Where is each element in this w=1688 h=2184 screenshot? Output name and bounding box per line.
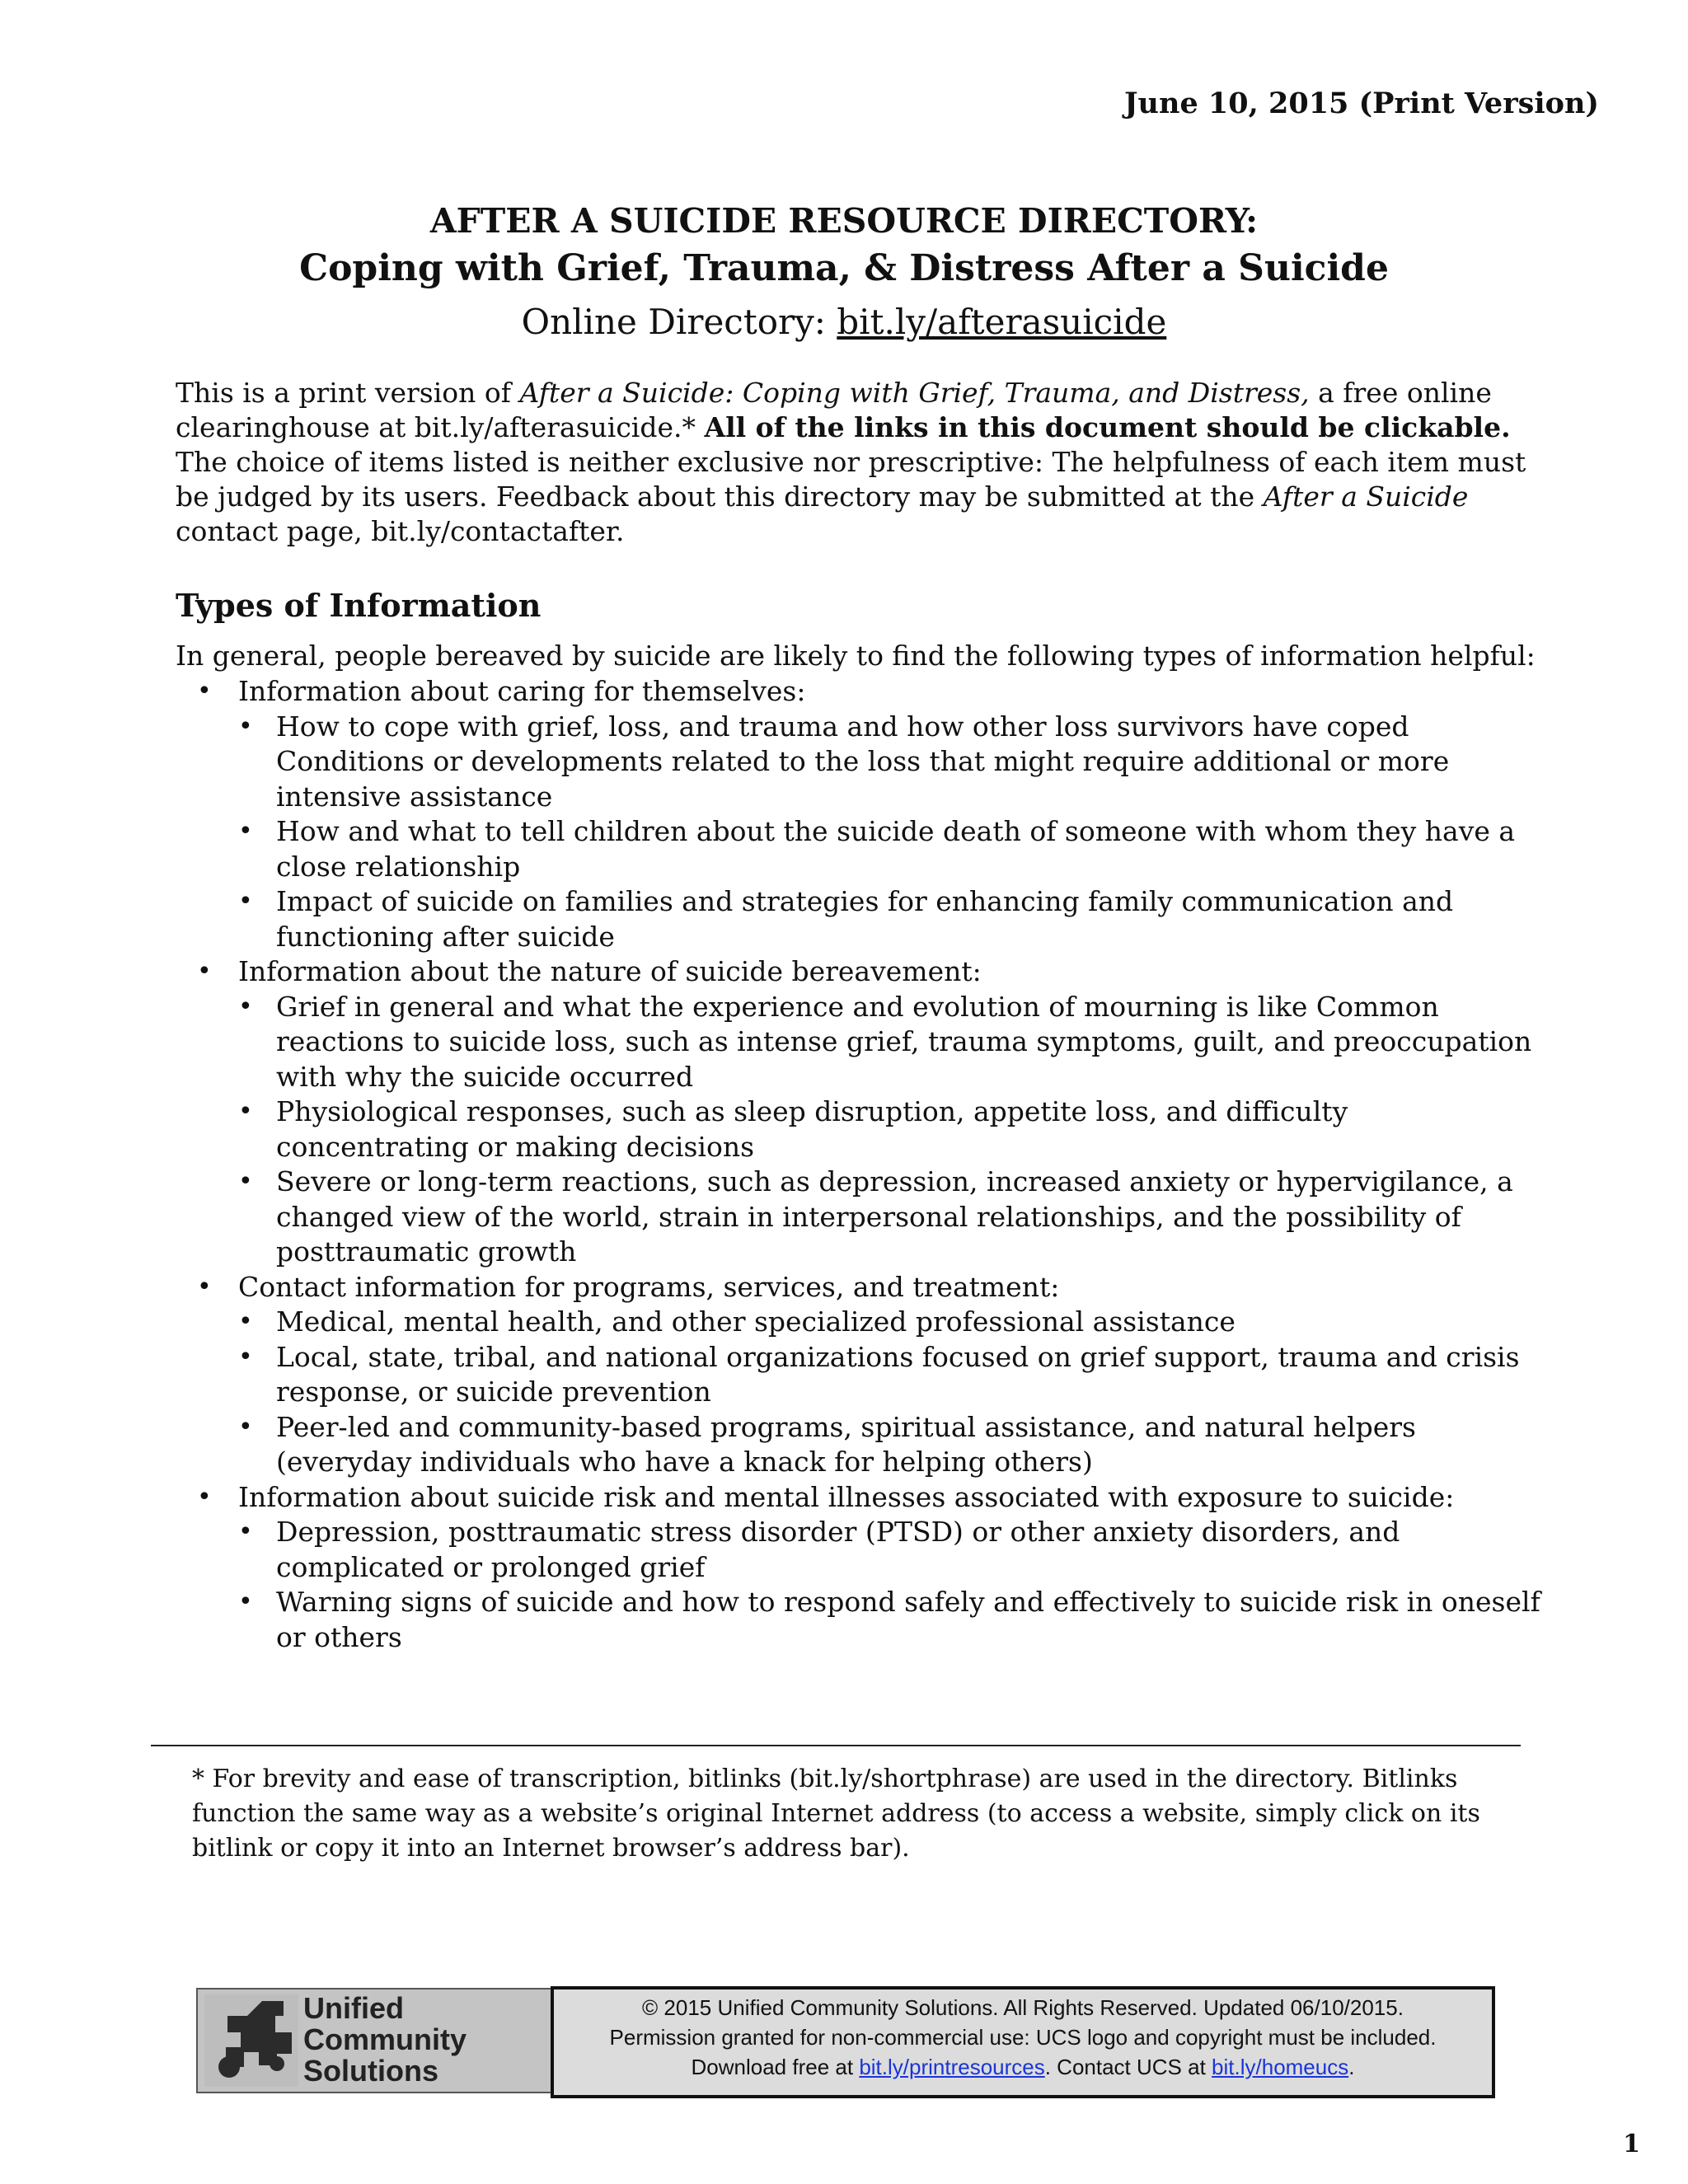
copyright-box xyxy=(551,1986,1495,2098)
document-date: June 10, 2015 (Print Version) xyxy=(1124,87,1599,120)
sub-list-item: • Peer-led and community-based programs, spiritual assistance, and natural helpers (everyday individuals who have a knack for helping others) xyxy=(238,1410,1544,1480)
footnote: * For brevity and ease of transcription, bitlinks (bit.ly/shortphrase) are used in the directory. Bitlinks function the same way as a website’s original Internet address (to access a website, simply click on its bitlink or copy it into an Internet browser’s address bar). xyxy=(192,1765,1480,1863)
sub-list xyxy=(238,1305,1544,1480)
ucs-logo-line: Unified xyxy=(303,1991,404,2025)
intro-title-italic: After a Suicide: Coping with Grief, Trauma, and Distress, xyxy=(519,377,1310,409)
online-directory-link[interactable]: bit.ly/afterasuicide xyxy=(837,302,1167,342)
sub-list-item: • Severe or long-term reactions, such as depression, increased anxiety or hypervigilance, a changed view of the world, strain in interpersonal relationships, and the possibility of posttraumatic growth xyxy=(238,1165,1544,1270)
sub-list-item: • How to cope with grief, loss, and trauma and how other loss survivors have coped Conditions or developments related to the loss that might require additional or more intensive assistance xyxy=(238,710,1544,815)
sub-list-item: • Local, state, tribal, and national organizations focused on grief support, trauma and crisis response, or suicide prevention xyxy=(238,1340,1544,1410)
download-label: Download free at xyxy=(691,2055,860,2079)
ucs-logo-mark-icon xyxy=(204,1994,298,2087)
list-item xyxy=(176,954,1544,1270)
page-number: 1 xyxy=(1623,2130,1640,2158)
online-directory-line xyxy=(0,298,1688,346)
download-line-end: . xyxy=(1348,2055,1355,2079)
intro-bold-note: All of the links in this document should be clickable. xyxy=(704,411,1511,443)
download-line xyxy=(554,2052,1492,2082)
ucs-logo-text xyxy=(303,1993,467,2087)
footnote-divider xyxy=(151,1745,1521,1746)
intro-paragraph xyxy=(176,376,1527,549)
copyright-line: © 2015 Unified Community Solutions. All Rights Reserved. Updated 06/10/2015. xyxy=(642,1995,1404,2020)
sub-list xyxy=(238,710,1544,955)
online-directory-label: Online Directory: xyxy=(521,302,837,342)
types-intro: In general, people bereaved by suicide are likely to find the following types of information helpful: xyxy=(176,640,1536,672)
ucs-logo-line: Community xyxy=(303,2022,467,2056)
list-item xyxy=(176,1270,1544,1480)
sub-list-item: • Grief in general and what the experience and evolution of mourning is like Common reactions to suicide loss, such as intense grief, trauma symptoms, guilt, and preoccupation with why the suicide occurred xyxy=(238,990,1544,1095)
sub-list-item: • Warning signs of suicide and how to respond safely and effectively to suicide risk in oneself or others xyxy=(238,1585,1544,1655)
sub-list-item: • Impact of suicide on families and strategies for enhancing family communication and functioning after suicide xyxy=(238,884,1544,954)
title-block xyxy=(0,198,1688,346)
intro-text-2: a free online clearinghouse at bit.ly/afterasuicide.* xyxy=(176,377,1492,443)
document-subtitle: Coping with Grief, Trauma, & Distress After a Suicide xyxy=(299,247,1389,289)
group-label: Information about caring for themselves: xyxy=(238,675,806,707)
sub-list-item: • How and what to tell children about the suicide death of someone with whom they have a close relationship xyxy=(238,814,1544,884)
document-title: AFTER A SUICIDE RESOURCE DIRECTORY: xyxy=(429,201,1259,241)
permission-line: Permission granted for non-commercial use: UCS logo and copyright must be included. xyxy=(609,2025,1437,2050)
sub-list-item: • Medical, mental health, and other specialized professional assistance xyxy=(238,1305,1544,1340)
section-heading-types: Types of Information xyxy=(176,587,542,624)
sub-list-item: • Depression, posttraumatic stress disorder (PTSD) or other anxiety disorders, and complicated or prolonged grief xyxy=(238,1515,1544,1585)
list-item xyxy=(176,1480,1544,1656)
homeucs-link[interactable]: bit.ly/homeucs xyxy=(1212,2055,1349,2079)
group-label: Information about suicide risk and mental illnesses associated with exposure to suicide: xyxy=(238,1480,1455,1513)
ucs-logo xyxy=(196,1988,554,2093)
list-item xyxy=(176,674,1544,954)
group-label: Contact information for programs, services, and treatment: xyxy=(238,1270,1060,1303)
intro-text-1: This is a print version of xyxy=(176,377,520,409)
group-label: Information about the nature of suicide bereavement: xyxy=(238,955,982,987)
ucs-logo-line: Solutions xyxy=(303,2054,438,2088)
intro-text-3: The choice of items listed is neither exclusive nor prescriptive: The helpfulness of each item must be judged by its users. Feedback about this directory may be submitted at the xyxy=(176,446,1526,513)
sub-list xyxy=(238,1515,1544,1655)
intro-text-4: contact page, bit.ly/contactafter. xyxy=(176,515,625,547)
intro-after-suicide-italic: After a Suicide xyxy=(1263,480,1469,513)
sub-list xyxy=(238,990,1544,1270)
sub-list-item: • Physiological responses, such as sleep disruption, appetite loss, and difficulty concentrating or making decisions xyxy=(238,1094,1544,1165)
types-list xyxy=(176,674,1544,1655)
printresources-link[interactable]: bit.ly/printresources xyxy=(859,2055,1045,2079)
contact-label: . Contact UCS at xyxy=(1044,2055,1212,2079)
